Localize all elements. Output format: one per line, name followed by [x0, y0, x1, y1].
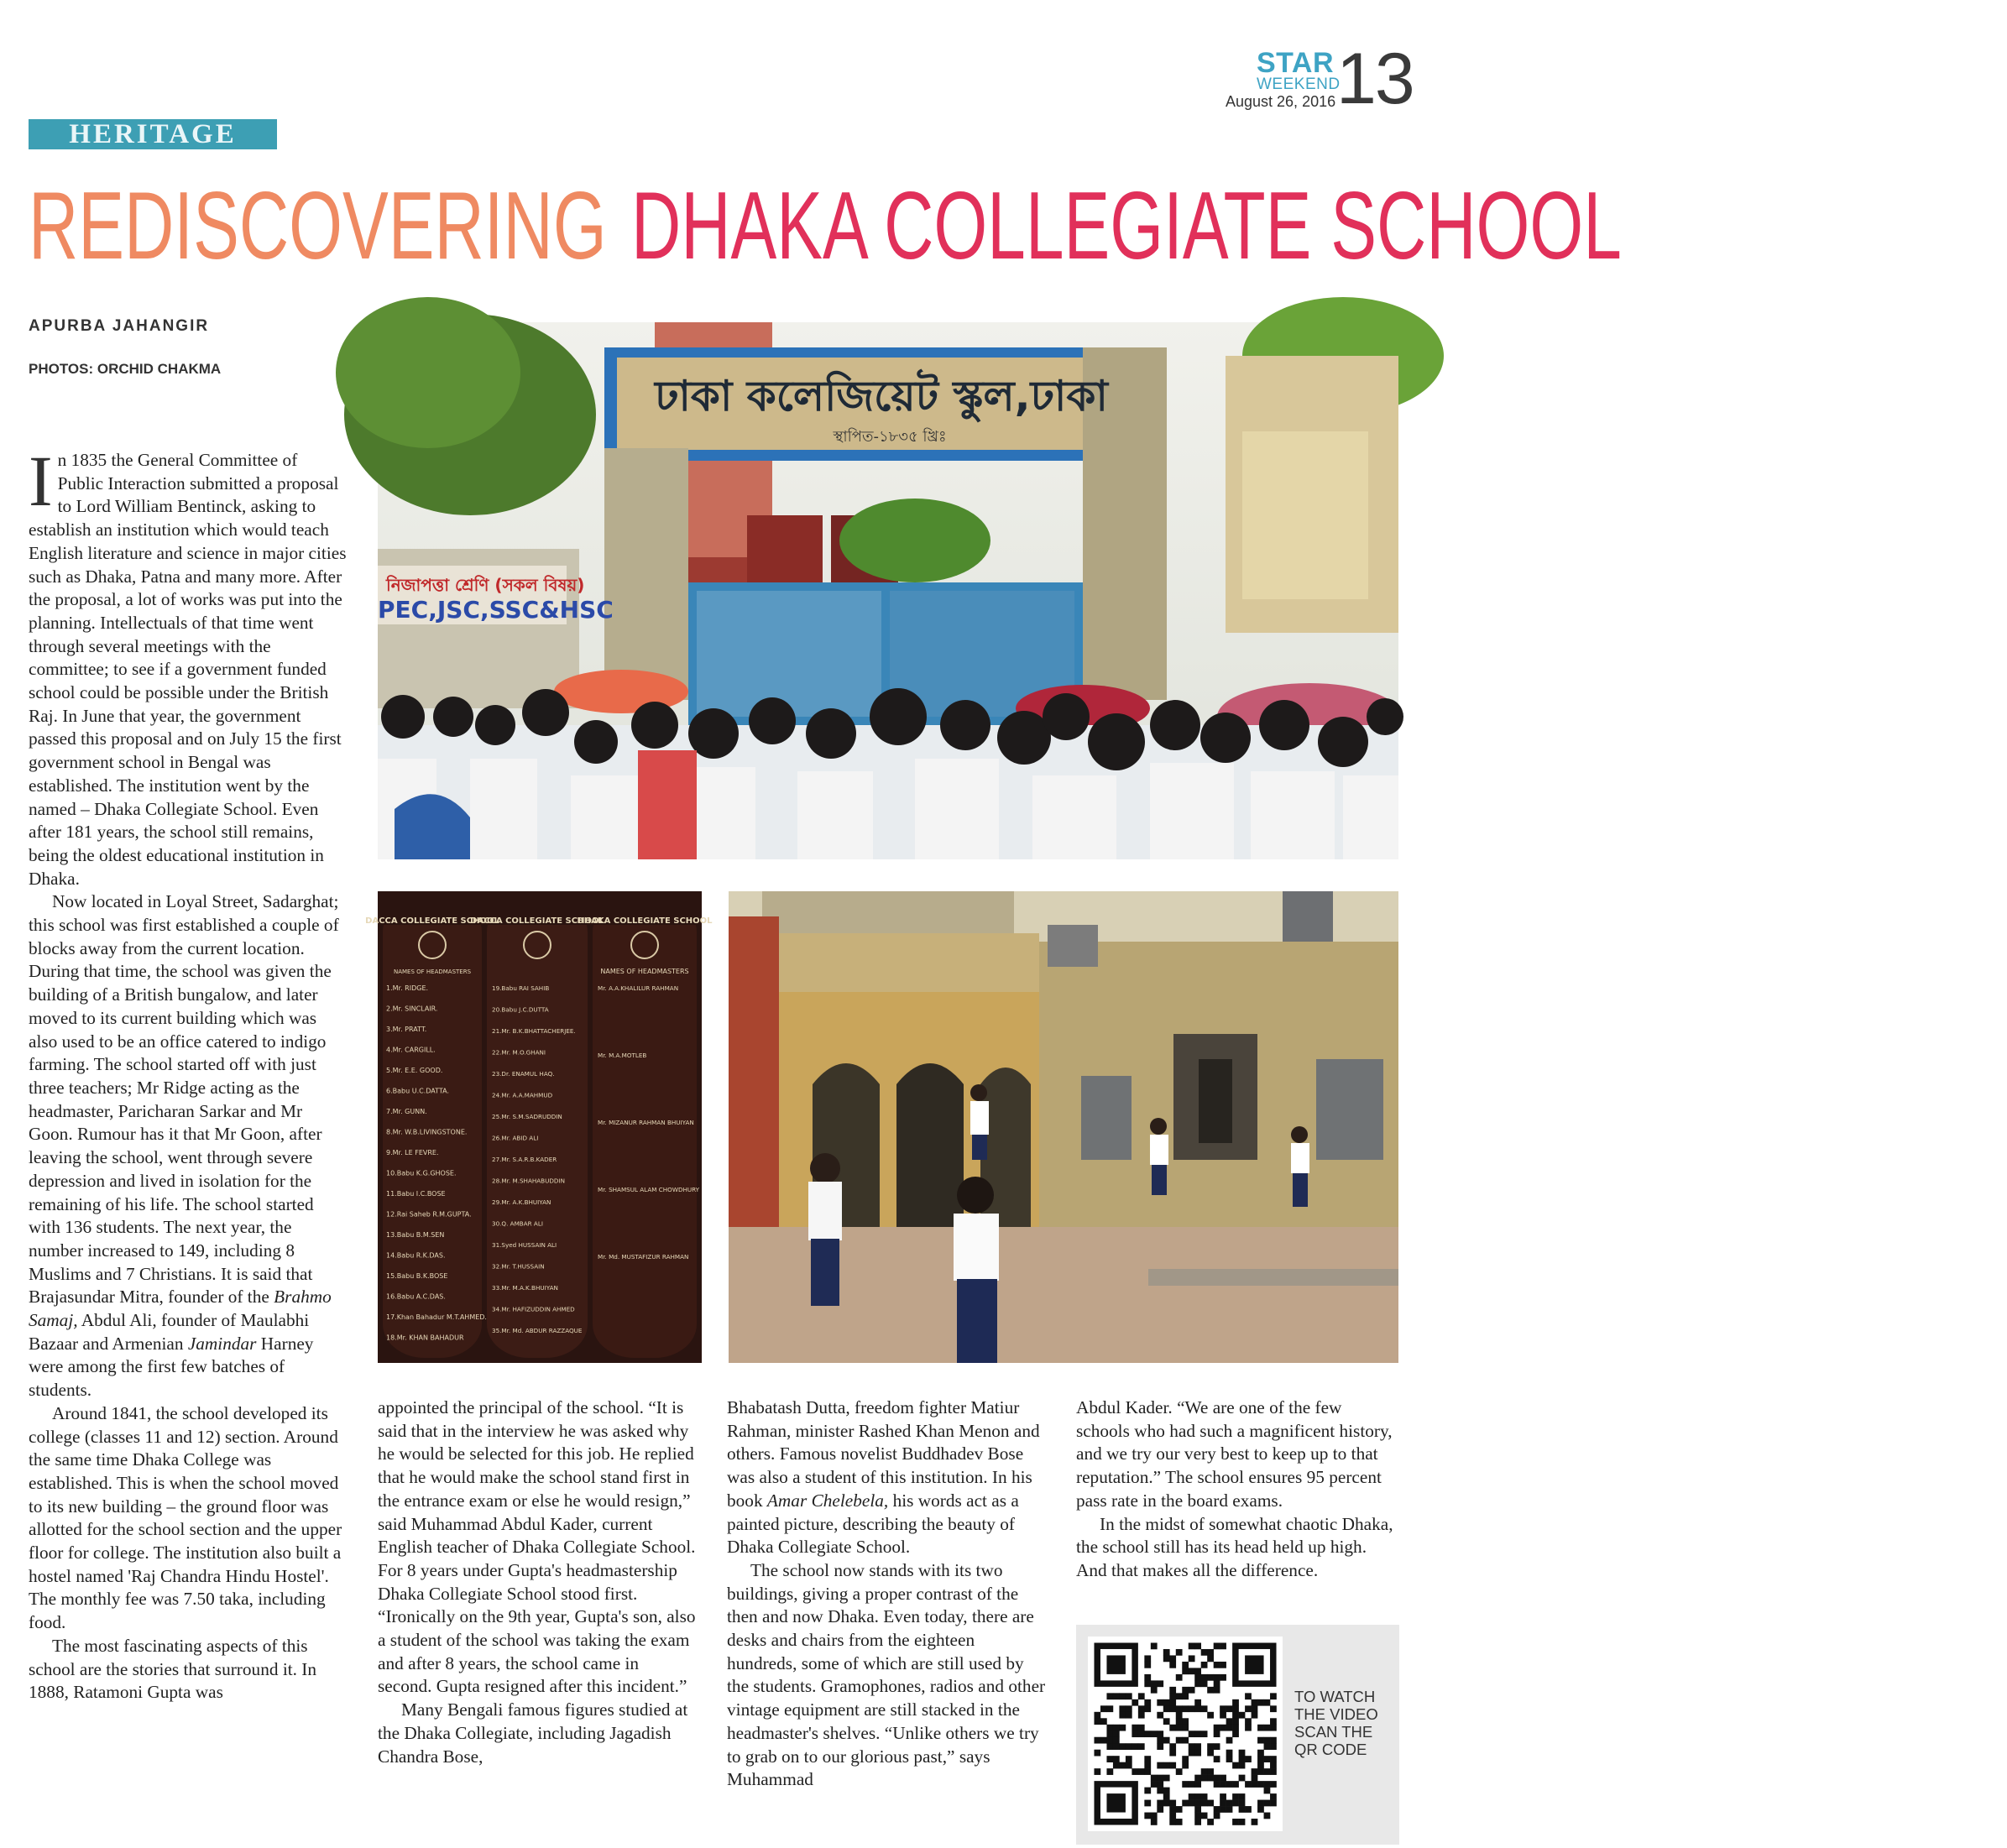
masthead-brand-sub: WEEKEND: [1257, 76, 1341, 93]
board-name-entry: 24.Mr. A.A.MAHMUD: [492, 1091, 553, 1099]
board-arch-left: DACCA COLLEGIATE SCHOOL: [365, 916, 499, 926]
wall-text-1: নিজাপত্তা শ্রেণি (সকল বিষয়): [386, 575, 585, 595]
paragraph-text: Harney were among the first few batches of students.: [29, 1333, 314, 1401]
board-name-entry: 8.Mr. W.B.LIVINGSTONE.: [386, 1128, 468, 1136]
paragraph-text: The most fascinating aspects of this school are the stories that surround it. In 1888, Ratamoni Gupta was: [29, 1635, 317, 1703]
board-arch-mid: DACCA COLLEGIATE SCHOOL: [470, 916, 604, 926]
paragraph-text: appointed the principal of the school. “It is said that in the interview he was asked why he would be selected for this job. He replied that he would make the school stand first in the entrance exam or else he would resign,” said Muhammad Abdul Kader, current English teacher of Dhaka Collegiate School. For 8 years under Gupta's headmastership Dhaka Collegiate School stood first. “Ironically on the 9th year, Gupta's son, also a student of the school was taking the exam and after 8 years, the school came in second. Gupta resigned after this incident.”: [378, 1397, 696, 1697]
board-name-entry: 31.Syed HUSSAIN ALI: [492, 1241, 557, 1249]
paragraph: [29, 1635, 348, 1704]
paragraph-text: Abdul Kader. “We are one of the few schools who had such a magnificent history, and we try our very best to keep up to that reputation.” The school ensures 95 percent pass rate in the board exams.: [1076, 1397, 1393, 1511]
paragraph: [378, 1699, 697, 1768]
photo-credit: PHOTOS: ORCHID CHAKMA: [29, 361, 222, 377]
paragraph-text: his words act as a painted picture, describing the beauty of Dhaka Collegiate School.: [727, 1490, 1019, 1558]
drop-cap: I: [29, 441, 53, 521]
qr-caption: TO WATCH THE VIDEO SCAN THE QR CODE: [1294, 1688, 1378, 1758]
student-figure: [1291, 1126, 1309, 1207]
article-column-2: [378, 1396, 697, 1768]
italic-term: Brahmo Samaj,: [29, 1287, 332, 1331]
paragraph: [29, 1402, 348, 1635]
board-name-entry: Mr. MIZANUR RAHMAN BHUIYAN: [598, 1119, 694, 1126]
headline-part1: REDISCOVERING: [29, 173, 607, 279]
masthead-date: August 26, 2016: [1226, 93, 1336, 110]
board-name-entry: 28.Mr. M.SHAHABUDDIN: [492, 1177, 565, 1185]
italic-term: Jamindar: [187, 1333, 257, 1354]
paragraph-text: The school now stands with its two buildings, giving a proper contrast of the then and now Dhaka. Even today, there are desks and chairs from the eighteen hundreds, some of which are still used by the students. Gramophones, radios and other vintage equipment are still stacked in the headmaster's shelves. “Unlike others we try to grab on to our glorious past,” says Muhammad: [727, 1559, 1046, 1790]
board-name-entry: 12.Rai Saheb R.M.GUPTA.: [386, 1210, 472, 1219]
board-name-entry: 35.Mr. Md. ABDUR RAZZAQUE: [492, 1327, 583, 1334]
photo-headmaster-board: [365, 891, 713, 1363]
board-name-entry: 33.Mr. M.A.K.BHUIYAN: [492, 1284, 558, 1292]
yard-illustration: [729, 891, 1398, 1363]
page-number: 13: [1336, 39, 1414, 119]
article-column-4: [1076, 1396, 1395, 1628]
board-name-entry: Mr. Md. MUSTAFIZUR RAHMAN: [598, 1253, 689, 1261]
board-name-entry: 18.Mr. KHAN BAHADUR: [386, 1334, 464, 1342]
board-name-entry: Mr. M.A.MOTLEB: [598, 1052, 647, 1059]
board-name-entry: 4.Mr. CARGILL.: [386, 1046, 436, 1054]
board-name-entry: 3.Mr. PRATT.: [386, 1026, 427, 1033]
photo-school-gate-illustration: [378, 322, 1398, 859]
board-name-entry: 23.Dr. ENAMUL HAQ.: [492, 1070, 555, 1078]
board-name-entry: Mr. A.A.KHALILUR RAHMAN: [598, 984, 679, 992]
paragraph-text: Bhabatash Dutta, freedom fighter Matiur Rahman, minister Rashed Khan Menon and others. Famous novelist Buddhadev Bose was also a student of this institution. In his book: [727, 1397, 1040, 1511]
board-name-entry: 2.Mr. SINCLAIR.: [386, 1005, 438, 1013]
board-name-entry: 26.Mr. ABID ALI: [492, 1134, 539, 1142]
board-name-entry: 5.Mr. E.E. GOOD.: [386, 1067, 443, 1074]
board-name-entry: 15.Babu B.K.BOSE: [386, 1272, 448, 1280]
board-name-entry: 7.Mr. GUNN.: [386, 1108, 427, 1115]
board-header-left: NAMES OF HEADMASTERS: [393, 968, 472, 975]
board-name-entry: 9.Mr. LE FEVRE.: [386, 1149, 439, 1156]
paragraph: [1076, 1396, 1395, 1513]
gate-sign-estd: স্থাপিত-১৮৩৫ খ্রিঃ: [833, 428, 947, 446]
board-name-entry: 11.Babu I.C.BOSE: [386, 1190, 446, 1198]
paragraph: [29, 441, 348, 890]
article-column-1: [29, 441, 348, 1704]
board-name-entry: 13.Babu B.M.SEN: [386, 1231, 445, 1239]
photo-school-yard: [729, 891, 1398, 1363]
board-name-entry: 25.Mr. S.M.SADRUDDIN: [492, 1113, 562, 1120]
board-name-entry: 14.Babu R.K.DAS.: [386, 1251, 446, 1260]
board-name-entry: 21.Mr. B.K.BHATTACHERJEE.: [492, 1027, 576, 1035]
board-arch-right: DHAKA COLLEGIATE SCHOOL: [577, 916, 713, 926]
board-name-entry: 17.Khan Bahadur M.T.AHMED.: [386, 1313, 487, 1321]
paragraph: [29, 890, 348, 1402]
paragraph-text: Abdul Ali, founder of Maulabhi Bazaar and Armenian: [29, 1310, 310, 1354]
paragraph-text: n 1835 the General Committee of Public Interaction submitted a proposal to Lord William Bentinck, asking to establish an institution which would teach English literature and science in major cities such as Dhaka, Patna and many more. After the proposal, a lot of works was put into the planning. Intellectuals of that time went through several meetings with the committee; to see if a government funded school could be possible under the British Raj. In June that year, the government passed this proposal and on July 15 the first government school in Bengal was established. The institution went by the named – Dhaka Collegiate School. Even after 181 years, the school still remains, being the oldest educational institution in Dhaka.: [29, 450, 347, 889]
student-figure: [1150, 1118, 1168, 1195]
board-name-entry: 30.Q. AMBAR ALI: [492, 1219, 543, 1228]
paragraph-text: Many Bengali famous figures studied at the Dhaka Collegiate, including Jagadish Chandra Bose,: [378, 1699, 688, 1767]
board-name-entry: 27.Mr. S.A.R.B.KADER: [492, 1156, 557, 1163]
board-name-entry: 19.Babu RAI SAHIB: [492, 984, 550, 992]
board-name-entry: 22.Mr. M.O.GHANI: [492, 1048, 546, 1057]
article-column-3: [727, 1396, 1046, 1792]
board-name-entry: 32.Mr. T.HUSSAIN: [492, 1262, 545, 1271]
board-name-entry: 29.Mr. A.K.BHUIYAN: [492, 1198, 551, 1206]
headline: [29, 172, 1623, 298]
gate-sign-text: ঢাকা কলেজিয়েট স্কুল,ঢাকা: [655, 372, 1108, 420]
masthead-brand: STAR: [1257, 47, 1335, 79]
paragraph: [1076, 1513, 1395, 1583]
board-name-entry: 1.Mr. RIDGE.: [386, 984, 429, 992]
paragraph: [378, 1396, 697, 1699]
headline-part2-text: DHAKA COLLEGIATE SCHOOL: [631, 173, 1623, 279]
board-header-right: NAMES OF HEADMASTERS: [600, 968, 689, 975]
paragraph-text: Now located in Loyal Street, Sadarghat; this school was first established a couple of blocks away from the current location. During that time, the school was given the building of a British bungalow, and later moved to its current building which was also used to be an office catered to indigo farming. The school started off with just three teachers; Mr Ridge acting as the headmaster, Paricharan Sarkar and Mr Goon. Rumour has it that Mr Goon, after leaving the school, went through severe depression and lived in isolation for the remaining of his life. The school started with 136 students. The next year, the number increased to 149, including 8 Muslims and 7 Christians. It is said that Brajasundar Mitra, founder of the: [29, 891, 339, 1308]
section-tag: HERITAGE: [29, 119, 277, 149]
board-name-entry: 20.Babu J.C.DUTTA: [492, 1005, 549, 1014]
student-figure: [808, 1153, 842, 1306]
photo-school-gate: [378, 322, 1398, 859]
italic-title: Amar Chelebela,: [766, 1490, 889, 1511]
paragraph: [727, 1559, 1046, 1792]
board-name-entry: 16.Babu A.C.DAS.: [386, 1292, 446, 1301]
student-figure: [970, 1084, 989, 1160]
paragraph-text: Around 1841, the school developed its college (classes 11 and 12) section. Around the same time Dhaka College was established. This is when the school moved to its new building – the ground floor was allotted for the school section and the upper floor for college. The institution also built a hostel named 'Raj Chandra Hindu Hostel'. The monthly fee was 7.50 taka, including food.: [29, 1402, 342, 1633]
paragraph: [727, 1396, 1046, 1559]
qr-code-icon: [1088, 1637, 1283, 1831]
board-name-entry: Mr. SHAMSUL ALAM CHOWDHURY: [598, 1186, 700, 1193]
board-name-entry: 6.Babu U.C.DATTA.: [386, 1087, 449, 1095]
board-name-entry: 34.Mr. HAFIZUDDIN AHMED: [492, 1305, 575, 1313]
paragraph-text: In the midst of somewhat chaotic Dhaka, the school still has its head held up high. And that makes all the difference.: [1076, 1513, 1393, 1580]
board-illustration: [365, 891, 713, 1363]
headline-part2: [631, 172, 1622, 281]
board-name-entry: 10.Babu K.G.GHOSE.: [386, 1169, 457, 1177]
wall-text-2: PEC,JSC,SSC&HSC: [378, 596, 614, 624]
byline: APURBA JAHANGIR: [29, 317, 210, 335]
qr-code[interactable]: [1088, 1637, 1283, 1831]
